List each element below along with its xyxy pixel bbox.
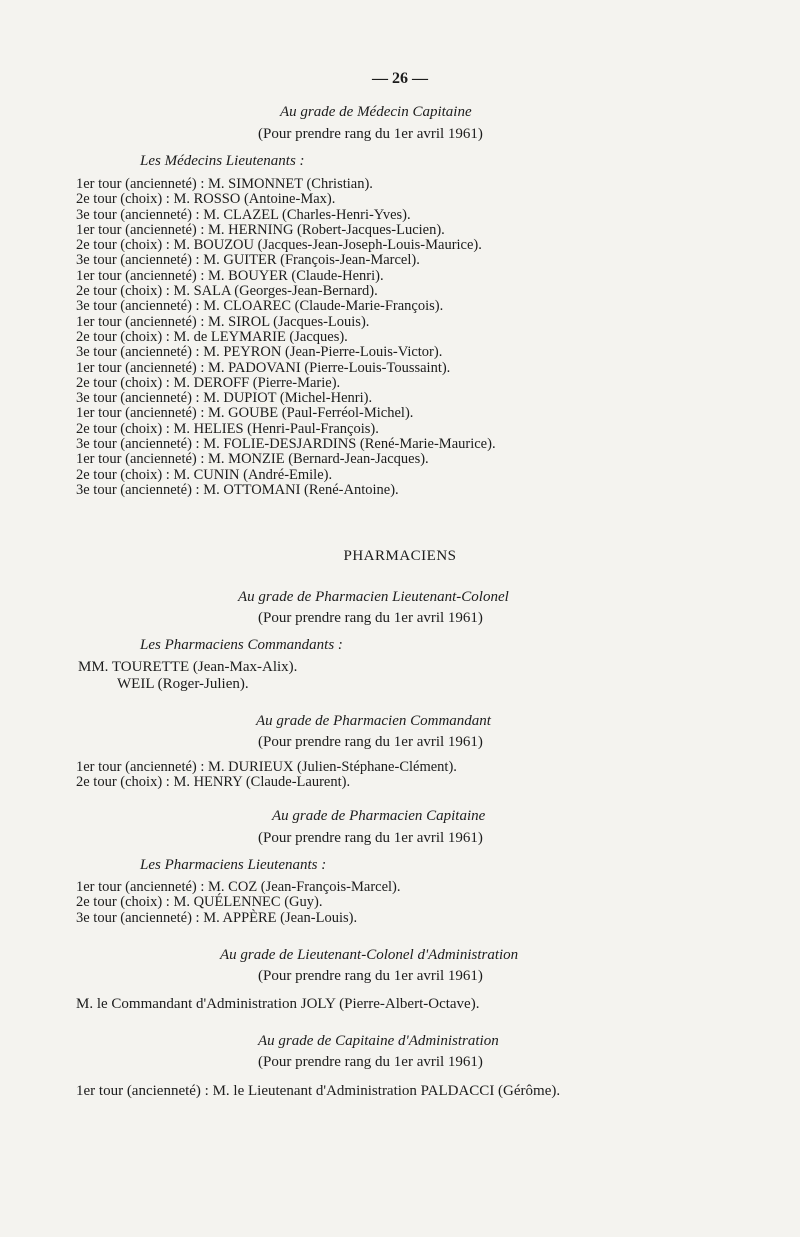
list-item: 2e tour (choix) : M. de LEYMARIE (Jacques).: [76, 328, 348, 345]
list-item: 1er tour (ancienneté) : M. COZ (Jean-François-Marcel).: [76, 879, 401, 895]
list-item: 3e tour (ancienneté) : M. CLOAREC (Claude-Marie-François).: [76, 298, 444, 315]
list-item: 2e tour (choix) : M. HELIES (Henri-Paul-François).: [76, 420, 379, 437]
block2-subheading: (Pour prendre rang du 1er avril 1961): [258, 610, 483, 626]
list-item: 3e tour (ancienneté) : M. OTTOMANI (René-Antoine).: [76, 481, 399, 498]
list-item: 1er tour (ancienneté) : M. GOUBE (Paul-Ferréol-Michel).: [76, 405, 414, 422]
block4-group-label: Les Pharmaciens Lieutenants :: [140, 857, 327, 873]
block4-entry-list: [76, 880, 401, 926]
block5-subheading: (Pour prendre rang du 1er avril 1961): [258, 968, 483, 984]
list-item: 3e tour (ancienneté) : M. PEYRON (Jean-Pierre-Louis-Victor).: [76, 344, 443, 361]
list-item: 2e tour (choix) : M. BOUZOU (Jacques-Jean-Joseph-Louis-Maurice).: [76, 237, 482, 254]
block6-line: 1er tour (ancienneté) : M. le Lieutenant d'Administration PALDACCI (Gérôme).: [76, 1083, 561, 1099]
list-item: 3e tour (ancienneté) : M. DUPIOT (Michel-Henri).: [76, 390, 373, 407]
list-item: 3e tour (ancienneté) : M. FOLIE-DESJARDINS (René-Marie-Maurice).: [76, 436, 496, 453]
block3-entry-list: [76, 760, 457, 791]
list-item: 1er tour (ancienneté) : M. DURIEUX (Julien-Stéphane-Clément).: [76, 759, 457, 775]
list-item: 3e tour (ancienneté) : M. APPÈRE (Jean-Louis).: [76, 909, 358, 926]
block1-heading: Au grade de Médecin Capitaine: [280, 104, 472, 120]
list-item: 2e tour (choix) : M. QUÉLENNEC (Guy).: [76, 894, 323, 911]
list-item: 1er tour (ancienneté) : M. PADOVANI (Pierre-Louis-Toussaint).: [76, 359, 451, 376]
block6-subheading: (Pour prendre rang du 1er avril 1961): [258, 1054, 483, 1070]
list-item: 2e tour (choix) : M. DEROFF (Pierre-Marie).: [76, 374, 341, 391]
block5-heading: Au grade de Lieutenant-Colonel d'Administration: [220, 947, 519, 963]
list-item: 1er tour (ancienneté) : M. SIMONNET (Christian).: [76, 176, 373, 192]
section-title: PHARMACIENS: [343, 548, 457, 564]
list-item: 1er tour (ancienneté) : M. HERNING (Robert-Jacques-Lucien).: [76, 221, 445, 238]
page-number: — 26 —: [372, 70, 428, 87]
block3-heading: Au grade de Pharmacien Commandant: [256, 713, 491, 729]
block1-subheading: (Pour prendre rang du 1er avril 1961): [258, 126, 483, 142]
list-item: 1er tour (ancienneté) : M. SIROL (Jacques-Louis).: [76, 313, 370, 330]
block4-heading: Au grade de Pharmacien Capitaine: [272, 808, 486, 824]
list-item: 3e tour (ancienneté) : M. CLAZEL (Charles-Henri-Yves).: [76, 206, 411, 223]
list-item: 2e tour (choix) : M. CUNIN (André-Emile).: [76, 466, 333, 483]
block6-heading: Au grade de Capitaine d'Administration: [258, 1033, 499, 1049]
list-item: 1er tour (ancienneté) : M. MONZIE (Bernard-Jean-Jacques).: [76, 451, 429, 468]
list-item: 2e tour (choix) : M. HENRY (Claude-Laurent).: [76, 774, 351, 791]
list-item: 2e tour (choix) : M. ROSSO (Antoine-Max).: [76, 191, 336, 208]
block1-entry-list: [76, 177, 496, 498]
list-item: 1er tour (ancienneté) : M. BOUYER (Claude-Henri).: [76, 267, 384, 284]
block4-subheading: (Pour prendre rang du 1er avril 1961): [258, 830, 483, 846]
block2-heading: Au grade de Pharmacien Lieutenant-Colonel: [238, 589, 509, 605]
block5-line: M. le Commandant d'Administration JOLY (Pierre-Albert-Octave).: [76, 996, 480, 1012]
list-item: 2e tour (choix) : M. SALA (Georges-Jean-Bernard).: [76, 283, 378, 300]
block2-line1: MM. TOURETTE (Jean-Max-Alix).: [78, 659, 298, 675]
block2-line2: WEIL (Roger-Julien).: [117, 676, 249, 692]
block1-group-label: Les Médecins Lieutenants :: [140, 153, 305, 169]
block3-subheading: (Pour prendre rang du 1er avril 1961): [258, 734, 483, 750]
list-item: 3e tour (ancienneté) : M. GUITER (François-Jean-Marcel).: [76, 252, 420, 269]
block2-group-label: Les Pharmaciens Commandants :: [140, 637, 343, 653]
